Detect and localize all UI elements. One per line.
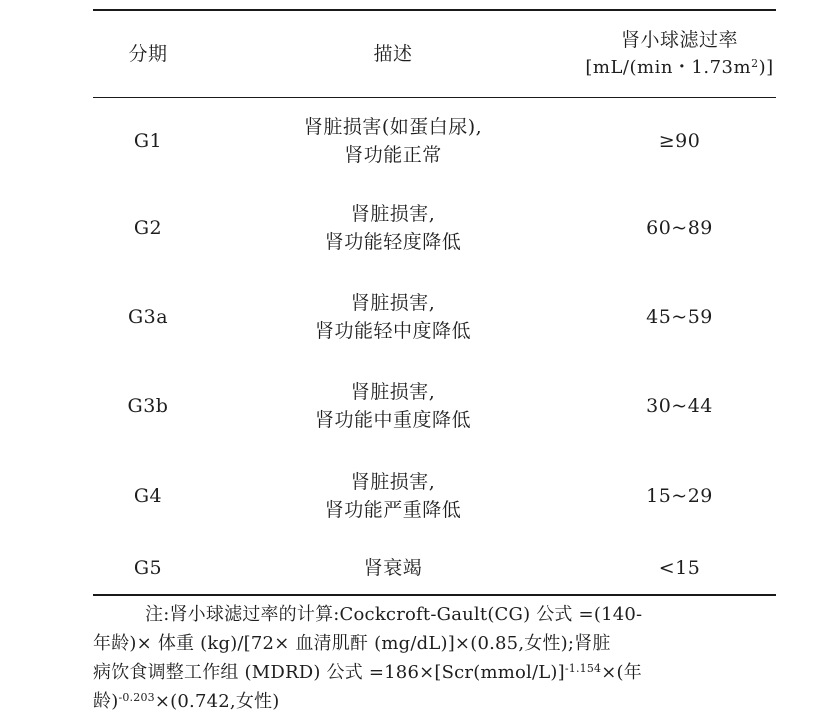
footnote-line-2: 年龄)× 体重 (kg)/[72× 血清肌酐 (mg/dL)]×(0.85,女性);肾脏 — [93, 633, 611, 654]
gfr-unit-exponent: 2 — [751, 57, 759, 70]
footnote-line-3-text: 病饮食调整工作组 (MDRD) 公式 =186×[Scr(mmol/L)] — [93, 662, 565, 683]
stage-cell: G2 — [133, 216, 163, 239]
description-line-2: 肾功能正常 — [344, 143, 442, 166]
description-line-2: 肾功能中重度降低 — [314, 408, 471, 431]
header-description: 描述 — [373, 43, 413, 65]
stage-cell: G3a — [127, 305, 169, 328]
description-line-2: 肾功能严重降低 — [324, 498, 462, 521]
gfr-cell: 60~89 — [646, 216, 713, 239]
description-line-1: 肾脏损害, — [350, 380, 436, 403]
gfr-unit-prefix: [mL/(min・1.73m — [585, 57, 752, 78]
description-cell — [203, 183, 583, 272]
description-cell — [203, 361, 583, 450]
stage-cell: G1 — [133, 129, 163, 152]
header-gfr — [583, 11, 776, 97]
description-cell — [203, 98, 583, 183]
footnote-line-1: 注:肾小球滤过率的计算:Cockcroft-Gault(CG) 公式 =(140- — [145, 604, 643, 625]
stage-cell: G4 — [133, 484, 163, 507]
gfr-cell: 15~29 — [646, 484, 713, 507]
footnote-line-4-tail: ×(0.742,女性) — [154, 691, 280, 712]
description-line-2: 肾功能轻中度降低 — [314, 319, 471, 342]
gfr-cell: <15 — [658, 556, 701, 579]
gfr-cell: 30~44 — [646, 394, 713, 417]
header-gfr-title: 肾小球滤过率 — [620, 29, 738, 51]
header-gfr-unit — [585, 54, 773, 82]
gfr-unit-suffix: )] — [758, 57, 774, 78]
description-cell — [203, 450, 583, 541]
footnote-line-4 — [93, 687, 783, 716]
gfr-cell: ≥90 — [658, 129, 701, 152]
description-cell — [203, 272, 583, 361]
gfr-cell: 45~59 — [646, 305, 713, 328]
description-cell — [203, 541, 583, 594]
description-line-1: 肾脏损害, — [350, 202, 436, 225]
footnote-exponent-1: -1.154 — [564, 662, 602, 675]
footnote-line-3 — [93, 658, 783, 687]
footnote-line-4-text: 龄) — [93, 691, 119, 712]
description-line-2: 肾功能轻度降低 — [324, 230, 462, 253]
stage-cell: G3b — [127, 394, 169, 417]
footnote-line-3-tail: ×(年 — [601, 662, 642, 683]
description-line-1: 肾脏损害, — [350, 470, 436, 493]
description-line-1: 肾脏损害, — [350, 291, 436, 314]
table-bottom-rule — [93, 594, 776, 596]
header-stage: 分期 — [128, 43, 168, 65]
description-line-1: 肾脏损害(如蛋白尿), — [303, 115, 483, 138]
stage-cell: G5 — [133, 556, 163, 579]
footnote-exponent-2: -0.203 — [118, 691, 155, 704]
table-footnote — [93, 600, 783, 716]
description-line-1: 肾衰竭 — [363, 556, 423, 579]
